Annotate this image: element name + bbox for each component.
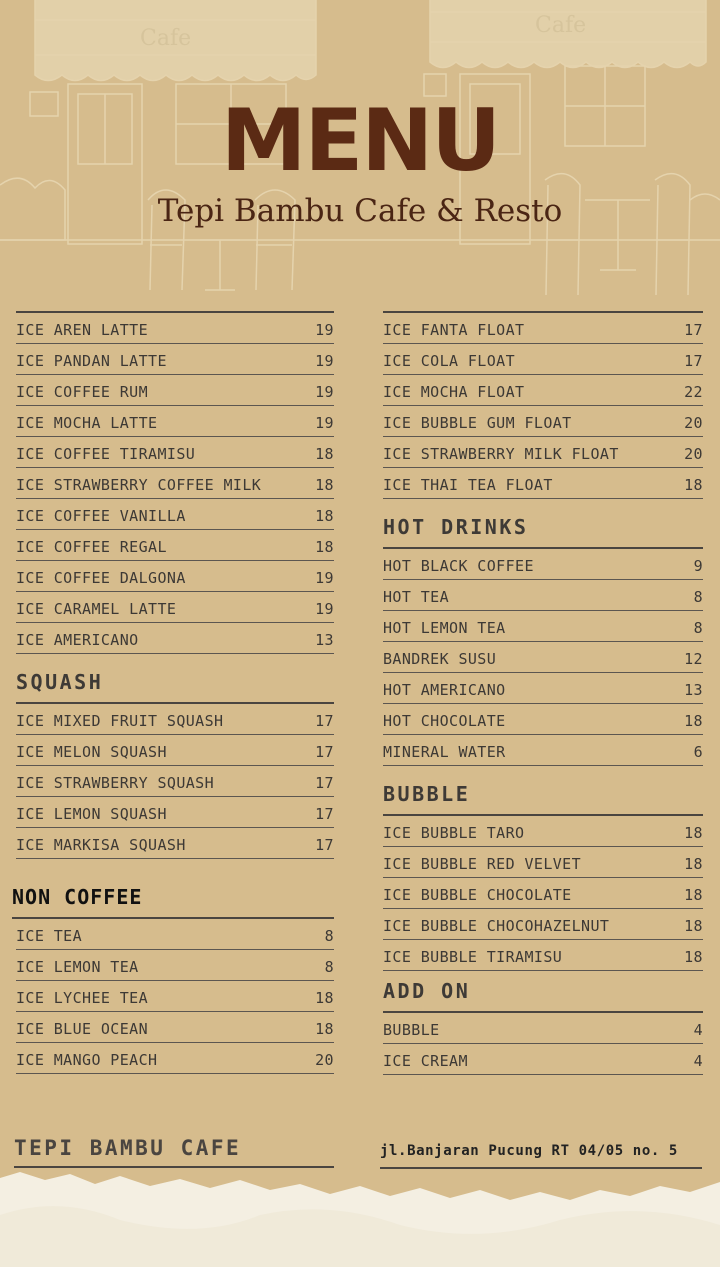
menu-item-name: ICE BUBBLE CHOCOLATE: [383, 886, 572, 904]
menu-item: [383, 642, 703, 673]
menu-item-name: ICE BUBBLE RED VELVET: [383, 855, 582, 873]
menu-item: [383, 847, 703, 878]
menu-item-name: ICE COFFEE RUM: [16, 383, 149, 401]
menu-item-price: 17: [315, 712, 334, 730]
bubble-section: [383, 816, 703, 971]
menu-item: [16, 375, 334, 406]
menu-item-name: MINERAL WATER: [383, 743, 506, 761]
menu-item: [16, 1043, 334, 1074]
menu-item-price: 13: [684, 681, 703, 699]
menu-item-price: 19: [315, 352, 334, 370]
menu-item-name: HOT CHOCOLATE: [383, 712, 506, 730]
menu-item: [383, 611, 703, 642]
coffee-section: [16, 313, 334, 654]
menu-item-name: ICE COFFEE DALGONA: [16, 569, 186, 587]
menu-item: [383, 878, 703, 909]
menu-item-price: 18: [684, 948, 703, 966]
menu-item: [16, 919, 334, 950]
menu-item-name: ICE MIXED FRUIT SQUASH: [16, 712, 224, 730]
menu-item-price: 8: [324, 927, 334, 945]
menu-item: [16, 561, 334, 592]
menu-item-name: ICE MANGO PEACH: [16, 1051, 158, 1069]
menu-item: [383, 1044, 703, 1075]
menu-item-price: 18: [684, 886, 703, 904]
squash-heading: SQUASH: [16, 654, 334, 704]
menu-item-name: ICE FANTA FLOAT: [383, 321, 525, 339]
menu-item-price: 18: [315, 538, 334, 556]
menu-item-name: ICE BUBBLE CHOCOHAZELNUT: [383, 917, 610, 935]
menu-item: [383, 313, 703, 344]
menu-item: [16, 344, 334, 375]
menu-item: [383, 437, 703, 468]
menu-item-price: 17: [315, 836, 334, 854]
menu-item-price: 9: [693, 557, 703, 575]
menu-item: [16, 468, 334, 499]
menu-item: [16, 766, 334, 797]
menu-item-price: 4: [693, 1021, 703, 1039]
menu-item-name: ICE BUBBLE GUM FLOAT: [383, 414, 572, 432]
bubble-heading: BUBBLE: [383, 766, 703, 816]
menu-item: [16, 623, 334, 654]
menu-item: [16, 437, 334, 468]
menu-item: [383, 704, 703, 735]
menu-title: MENU: [220, 91, 500, 191]
menu-item-name: ICE COFFEE TIRAMISU: [16, 445, 196, 463]
menu-item-name: ICE STRAWBERRY MILK FLOAT: [383, 445, 619, 463]
menu-item-price: 19: [315, 600, 334, 618]
menu-item: [16, 950, 334, 981]
menu-item-name: ICE THAI TEA FLOAT: [383, 476, 553, 494]
right-column: [383, 311, 703, 1075]
menu-item-name: ICE BUBBLE TIRAMISU: [383, 948, 563, 966]
menu-item-name: ICE LEMON TEA: [16, 958, 139, 976]
menu-item-price: 18: [684, 476, 703, 494]
menu-item: [16, 530, 334, 561]
menu-item: [16, 981, 334, 1012]
menu-item-name: ICE AMERICANO: [16, 631, 139, 649]
menu-item: [383, 673, 703, 704]
hot-drinks-heading: HOT DRINKS: [383, 499, 703, 549]
menu-item-price: 12: [684, 650, 703, 668]
menu-item-name: HOT BLACK COFFEE: [383, 557, 534, 575]
menu-item: [383, 406, 703, 437]
menu-item: [16, 828, 334, 859]
menu-item: [383, 344, 703, 375]
menu-item: [383, 909, 703, 940]
right-cafe-sign: Cafe: [535, 13, 587, 38]
menu-item-price: 20: [315, 1051, 334, 1069]
menu-item-name: ICE MOCHA FLOAT: [383, 383, 525, 401]
menu-item-price: 17: [315, 743, 334, 761]
menu-item-name: ICE LYCHEE TEA: [16, 989, 149, 1007]
menu-item-price: 19: [315, 321, 334, 339]
menu-item-price: 13: [315, 631, 334, 649]
menu-item-name: ICE BLUE OCEAN: [16, 1020, 149, 1038]
menu-item-name: ICE COFFEE VANILLA: [16, 507, 186, 525]
menu-item-price: 17: [315, 805, 334, 823]
menu-item-name: ICE MOCHA LATTE: [16, 414, 158, 432]
menu-item-name: ICE CARAMEL LATTE: [16, 600, 177, 618]
menu-item-name: HOT AMERICANO: [383, 681, 506, 699]
menu-item: [383, 1013, 703, 1044]
menu-subtitle: Tepi Bambu Cafe & Resto: [157, 193, 563, 229]
menu-item: [16, 797, 334, 828]
menu-item-name: HOT TEA: [383, 588, 450, 606]
menu-item-price: 18: [315, 445, 334, 463]
menu-item-name: ICE AREN LATTE: [16, 321, 149, 339]
float-section: [383, 313, 703, 499]
menu-item-price: 18: [315, 1020, 334, 1038]
menu-item-price: 8: [693, 588, 703, 606]
menu-item-name: ICE STRAWBERRY COFFEE MILK: [16, 476, 262, 494]
menu-item-price: 18: [315, 989, 334, 1007]
menu-item: [383, 816, 703, 847]
menu-item-name: ICE CREAM: [383, 1052, 468, 1070]
menu-item-price: 19: [315, 569, 334, 587]
menu-item: [16, 1012, 334, 1043]
menu-item-price: 17: [315, 774, 334, 792]
menu-item-name: HOT LEMON TEA: [383, 619, 506, 637]
menu-item-price: 19: [315, 383, 334, 401]
menu-item-price: 8: [693, 619, 703, 637]
menu-item-price: 17: [684, 321, 703, 339]
menu-item-price: 18: [684, 855, 703, 873]
menu-item-name: ICE TEA: [16, 927, 83, 945]
menu-item-price: 18: [315, 507, 334, 525]
squash-section: [16, 704, 334, 859]
menu-item-price: 8: [324, 958, 334, 976]
hot-drinks-section: [383, 549, 703, 766]
menu-item-price: 18: [315, 476, 334, 494]
menu-item-name: ICE STRAWBERRY SQUASH: [16, 774, 215, 792]
menu-item-price: 18: [684, 712, 703, 730]
menu-item-price: 4: [693, 1052, 703, 1070]
menu-item-price: 18: [684, 824, 703, 842]
menu-item-price: 18: [684, 917, 703, 935]
menu-item: [16, 406, 334, 437]
left-cafe-sign: Cafe: [140, 26, 192, 51]
menu-item: [16, 313, 334, 344]
footer-brand: TEPI BAMBU CAFE: [14, 1136, 334, 1168]
add-on-section: [383, 1013, 703, 1075]
menu-item-name: ICE LEMON SQUASH: [16, 805, 167, 823]
menu-item: [383, 549, 703, 580]
menu-item: [16, 704, 334, 735]
menu-item-name: ICE BUBBLE TARO: [383, 824, 525, 842]
menu-item: [383, 580, 703, 611]
menu-item-price: 17: [684, 352, 703, 370]
menu-item: [383, 375, 703, 406]
menu-item: [383, 940, 703, 971]
menu-item: [16, 735, 334, 766]
menu-item-price: 20: [684, 445, 703, 463]
menu-item-name: BANDREK SUSU: [383, 650, 497, 668]
left-column: [12, 311, 334, 1074]
menu-item-name: ICE PANDAN LATTE: [16, 352, 167, 370]
menu-item: [16, 499, 334, 530]
non-coffee-heading: NON COFFEE: [12, 869, 334, 919]
menu-item-price: 6: [693, 743, 703, 761]
menu-item-name: ICE COLA FLOAT: [383, 352, 516, 370]
menu-item: [383, 735, 703, 766]
non-coffee-section: [16, 919, 334, 1074]
menu-item-price: 19: [315, 414, 334, 432]
menu-item-price: 20: [684, 414, 703, 432]
footer-address: jl.Banjaran Pucung RT 04/05 no. 5: [380, 1143, 702, 1169]
menu-item: [383, 468, 703, 499]
menu-item: [16, 592, 334, 623]
menu-item-price: 22: [684, 383, 703, 401]
menu-item-name: ICE MARKISA SQUASH: [16, 836, 186, 854]
menu-item-name: ICE MELON SQUASH: [16, 743, 167, 761]
menu-item-name: BUBBLE: [383, 1021, 440, 1039]
add-on-heading: ADD ON: [383, 971, 703, 1013]
menu-item-name: ICE COFFEE REGAL: [16, 538, 167, 556]
